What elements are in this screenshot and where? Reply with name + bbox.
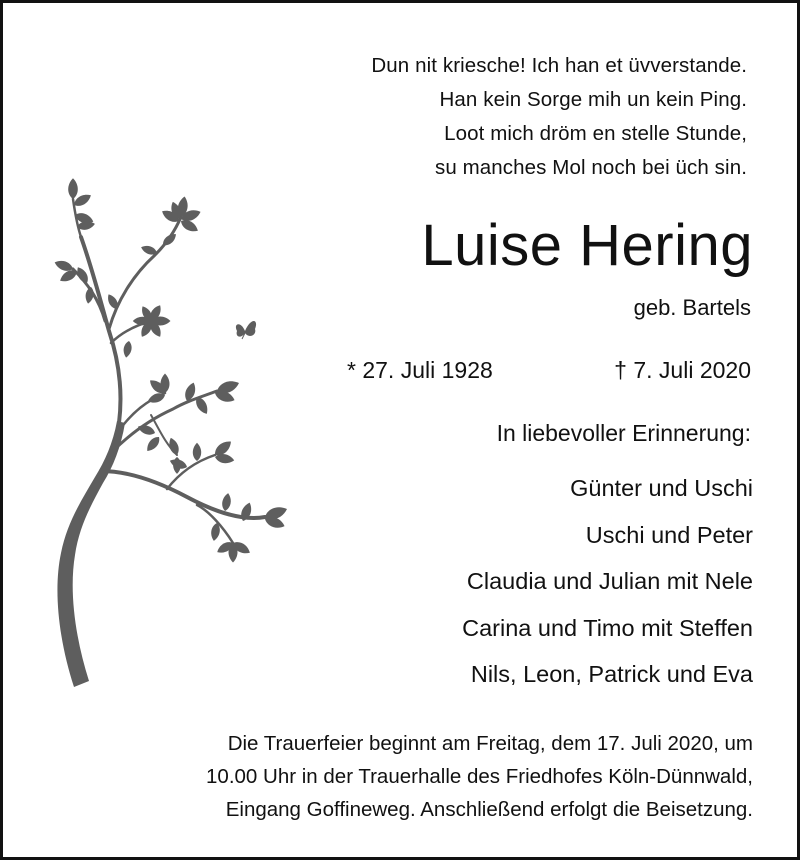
poem-line: su manches Mol noch bei üch sin. bbox=[434, 156, 747, 179]
butterfly-icon bbox=[236, 321, 256, 339]
deceased-name: Luise Hering bbox=[421, 213, 753, 278]
poem bbox=[371, 49, 747, 185]
poem-line: Han kein Sorge mih un kein Ping. bbox=[439, 88, 747, 111]
mourner-name: Nils, Leon, Patrick und Eva bbox=[470, 661, 753, 687]
notice-line: Eingang Goffineweg. Anschließend erfolgt die Beisetzung. bbox=[225, 798, 753, 821]
notice-line: Die Trauerfeier beginnt am Freitag, dem 17. Juli 2020, um bbox=[227, 732, 753, 755]
mourner-name: Günter und Uschi bbox=[570, 475, 753, 501]
funeral-notice bbox=[206, 727, 753, 826]
birth-date: * 27. Juli 1928 bbox=[347, 357, 493, 383]
poem-line: Loot mich dröm en stelle Stunde, bbox=[444, 122, 747, 145]
mourners-intro: In liebevoller Erinnerung: bbox=[496, 420, 751, 446]
poem-line: Dun nit kriesche! Ich han et üvverstande. bbox=[371, 54, 747, 77]
maiden-name: geb. Bartels bbox=[633, 295, 751, 320]
death-date: † 7. Juli 2020 bbox=[614, 357, 751, 383]
tree-branch-icon bbox=[47, 171, 317, 691]
mourner-name: Carina und Timo mit Steffen bbox=[462, 614, 753, 641]
mourner-name: Uschi und Peter bbox=[585, 521, 753, 548]
mourners-list bbox=[462, 465, 753, 698]
notice-line: 10.00 Uhr in der Trauerhalle des Friedhofes Köln-Dünnwald, bbox=[206, 765, 753, 788]
mourner-name: Claudia und Julian mit Nele bbox=[466, 568, 753, 594]
